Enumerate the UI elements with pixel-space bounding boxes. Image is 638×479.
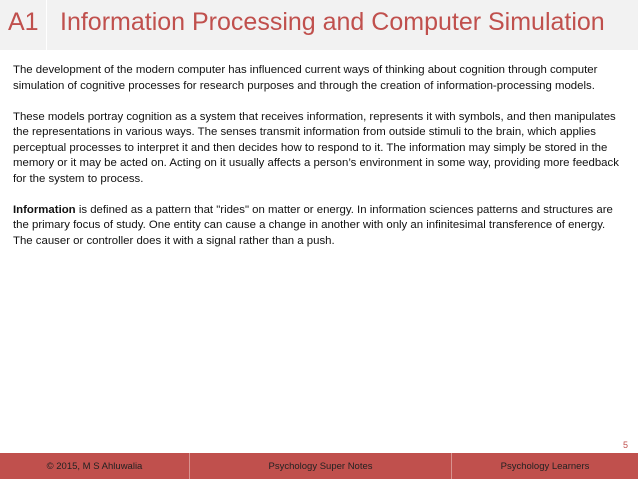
footer-org: Psychology Learners xyxy=(500,460,590,472)
paragraph-1: The development of the modern computer has influenced current ways of thinking about cognition through computer simulation of cognitive processes for research purposes and through the creation of information-processing models. xyxy=(13,64,598,92)
term-information: Information xyxy=(13,203,76,216)
header-divider xyxy=(46,0,47,50)
slide-id: A1 xyxy=(8,8,39,36)
footer-copyright: © 2015, M S Ahluwalia xyxy=(0,453,190,479)
slide-title: Information Processing and Computer Simulation xyxy=(60,8,605,36)
slide-header xyxy=(0,0,638,50)
paragraph-3-text: is defined as a pattern that "rides" on matter or energy. In information sciences patterns and structures are the primary focus of study. One entity can cause a change in another with only an infinitesimal transference of energy. The causer or controller does it with a signal rather than a push. xyxy=(13,203,613,247)
paragraph-3 xyxy=(13,203,625,250)
slide-footer xyxy=(0,453,638,479)
slide-body xyxy=(13,63,625,265)
page-number: 5 xyxy=(622,440,628,450)
paragraph-2: These models portray cognition as a system that receives information, represents it with symbols, and then manipulates the representations in various ways. The senses transmit information from outside stimuli to the brain, which applies perceptual processes to interpret it and then decides how to respond to it. The information may simply be stored in the memory or it may be acted on. Acting on it usually affects a person’s environment in some way, providing more feedback for the system to process. xyxy=(13,110,619,185)
footer-title: Psychology Super Notes xyxy=(190,453,452,479)
